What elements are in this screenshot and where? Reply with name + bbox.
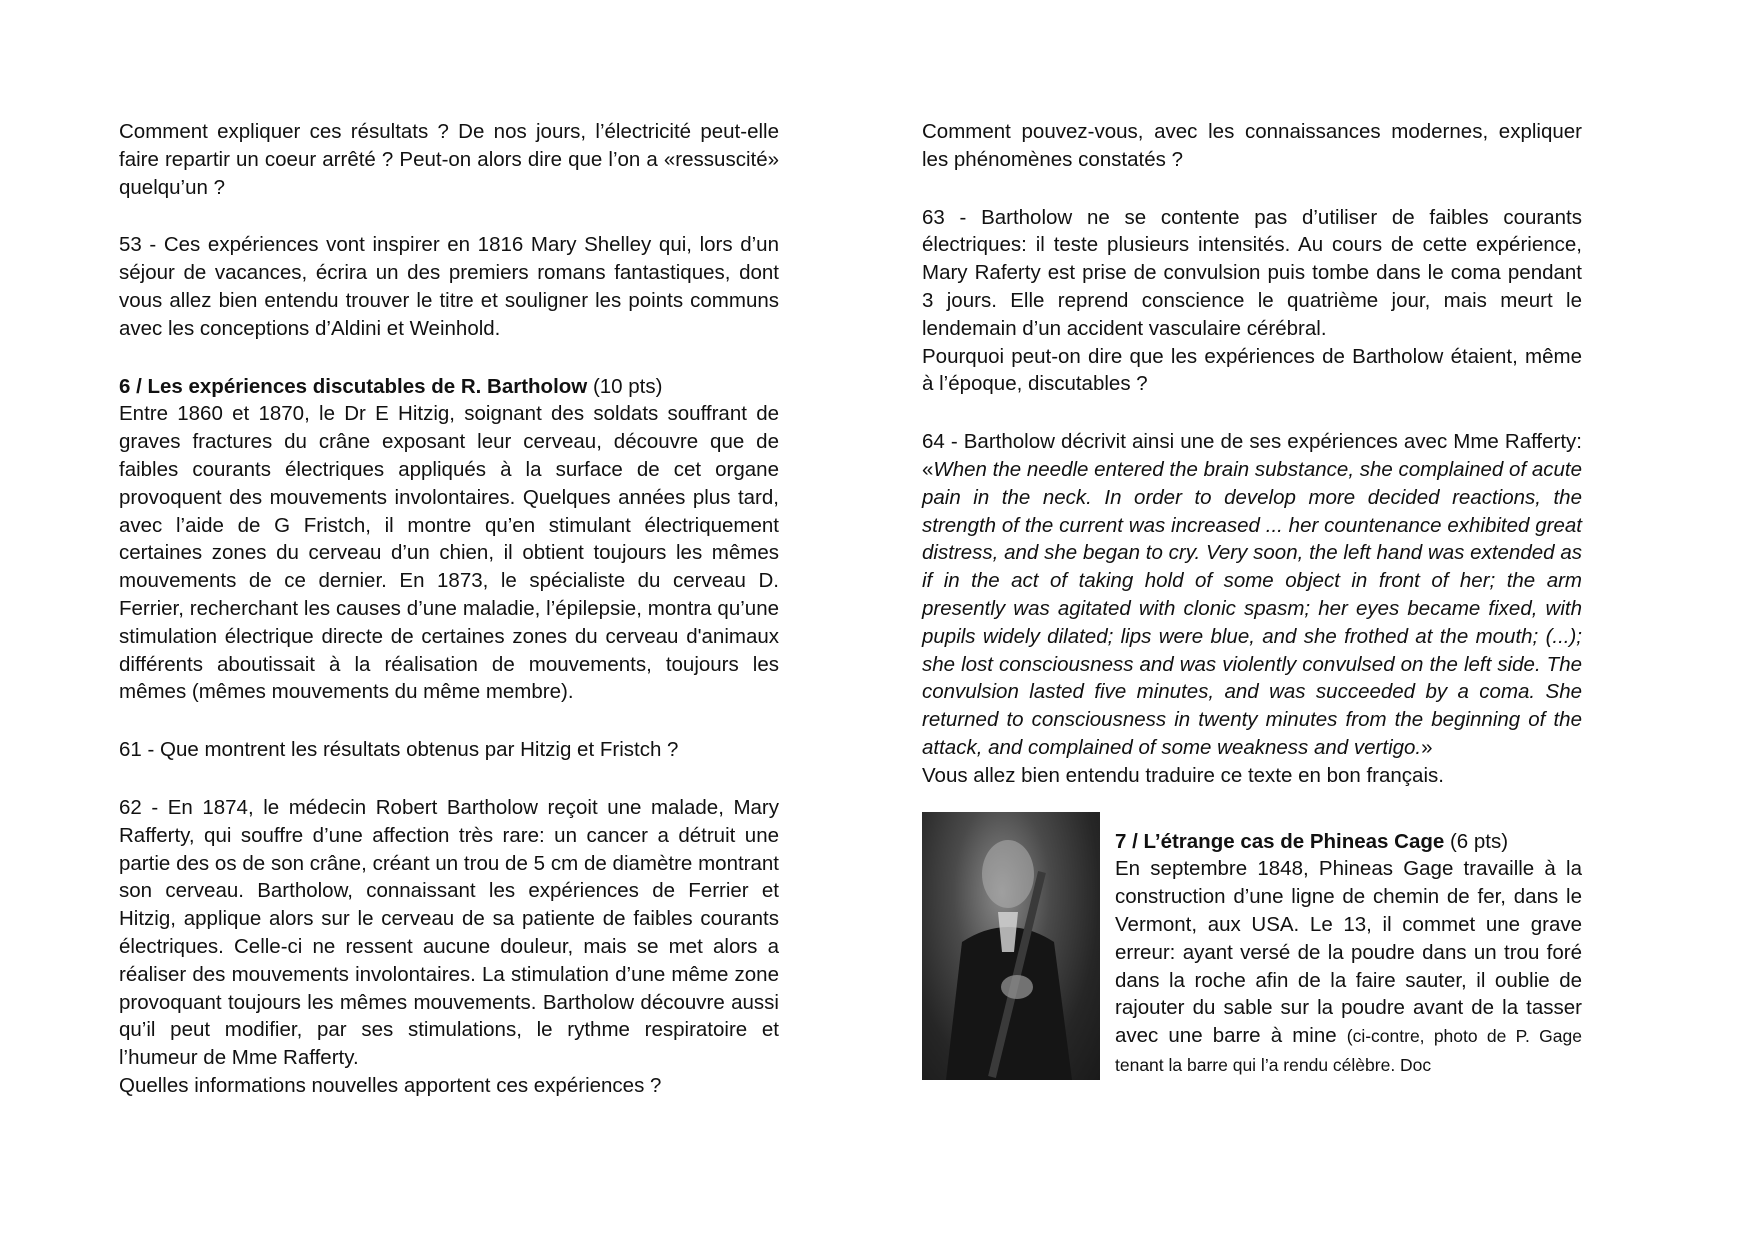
- section-7-title: 7 / L’étrange cas de Phineas Cage: [1115, 829, 1445, 853]
- photo-caption: (ci-contre, photo de P. Gage tenant la barre qui l’a rendu célèbre. Doc: [1115, 1026, 1582, 1075]
- intro-paragraph-right: Comment pouvez-vous, avec les connaissances modernes, expliquer les phénomènes constatés ?: [922, 120, 1582, 171]
- question-64-intro: 64 - Bartholow décrivit ainsi une de ses expériences avec Mme Rafferty: «: [922, 430, 1582, 481]
- section-6-points: (10 pts): [587, 374, 663, 398]
- section-7-body-text: En septembre 1848, Phineas Gage travaille à la construction d’une ligne de chemin de fer, dans le Vermont, aux USA. Le 13, il commet une grave erreur: ayant versé de la poudre dans un trou foré dans la roche afin de la faire sauter, il oublie de rajouter du sable sur la poudre avant de la tasser avec une barre à mine: [1115, 857, 1582, 1048]
- portrait-icon: [922, 812, 1100, 1080]
- right-column: [922, 118, 1582, 1080]
- question-62-prompt: Quelles informations nouvelles apportent ces expériences ?: [119, 1073, 662, 1097]
- phineas-gage-photo: [922, 812, 1100, 1080]
- section-6-title: 6 / Les expériences discutables de R. Bartholow: [119, 374, 588, 398]
- section-7-heading: [1115, 828, 1582, 856]
- section-7-block: [922, 812, 1582, 1080]
- intro-paragraph: Comment expliquer ces résultats ? De nos jours, l’électricité peut-elle faire repartir un coeur arrêté ? Peut-on alors dire que l’on a «ressuscité» quelqu’un ?: [119, 120, 779, 199]
- question-62: 62 - En 1874, le médecin Robert Bartholow reçoit une malade, Mary Rafferty, qui souffre d’une affection très rare: un cancer a détruit une partie des os de son crâne, créant un trou de 5 cm de diamètre montrant son cerveau. Bartholow, connaissant les expériences de Ferrier et Hitzig, applique alors sur le cerveau de sa patiente de faibles courants électriques. Celle-ci ne ressent aucune douleur, mais se met alors a réaliser des mouvements involontaires. La stimulation d’une même zone provoquant toujours les mêmes mouvements. Bartholow découvre aussi qu’il peut modifier, par ses stimulations, le rythme respiratoire et l’humeur de Mme Rafferty.: [119, 795, 779, 1070]
- question-63-prompt: Pourquoi peut-on dire que les expériences de Bartholow étaient, même à l’époque, discutables ?: [922, 344, 1582, 396]
- question-64-prompt: Vous allez bien entendu traduire ce texte en bon français.: [922, 763, 1444, 787]
- quote-close: »: [1421, 735, 1433, 759]
- question-64: [922, 428, 1582, 762]
- question-53: 53 - Ces expériences vont inspirer en 1816 Mary Shelley qui, lors d’un séjour de vacances, écrira un des premiers romans fantastiques, dont vous allez bien entendu trouver le titre et souligner les points communs avec les conceptions d’Aldini et Weinhold.: [119, 233, 779, 340]
- section-6-body: Entre 1860 et 1870, le Dr E Hitzig, soignant des soldats souffrant de graves fractures du crâne exposant leur cerveau, découvre que de faibles courants électriques appliqués à la surface de cet organe provoquent des mouvements involontaires. Quelques années plus tard, avec l’aide de G Fristch, il montre qu’en stimulant électriquement certaines zones du cerveau d’un chien, il obtient toujours les mêmes mouvements de ce dernier. En 1873, le spécialiste du cerveau D. Ferrier, recherchant les causes d’une maladie, l’épilepsie, montra qu’une stimulation électrique directe de certaines zones du cerveau d'animaux différents aboutissait à la réalisation de mouvements, toujours les mêmes (mêmes mouvements du même membre).: [119, 402, 779, 704]
- left-column: [119, 118, 779, 1100]
- section-6-heading: [119, 373, 779, 401]
- section-7-points: (6 pts): [1444, 829, 1509, 853]
- question-61: 61 - Que montrent les résultats obtenus par Hitzig et Fristch ?: [119, 738, 679, 762]
- section-7-text: [1115, 812, 1582, 1080]
- section-7-body: [1115, 855, 1582, 1079]
- question-63: 63 - Bartholow ne se contente pas d’utiliser de faibles courants électriques: il teste plusieurs intensités. Au cours de cette expérience, Mary Raferty est prise de convulsion puis tombe dans le coma pendant 3 jours. Elle reprend conscience le quatrième jour, mais meurt le lendemain d’un accident vasculaire cérébral.: [922, 205, 1582, 340]
- bartholow-quote: When the needle entered the brain substance, she complained of acute pain in the neck. In order to develop more decided reactions, the strength of the current was increased ... her countenance exhibited great distress, and she began to cry. Very soon, the left hand was extended as if in the act of taking hold of some object in front of her; the arm presently was agitated with clonic spasm; her eyes became fixed, with pupils widely dilated; lips were blue, and she frothed at the mouth; (...); she lost consciousness and was violently convulsed on the left side. The convulsion lasted five minutes, and was succeeded by a coma. She returned to consciousness in twenty minutes from the beginning of the attack, and complained of some weakness and vertigo.: [922, 457, 1582, 759]
